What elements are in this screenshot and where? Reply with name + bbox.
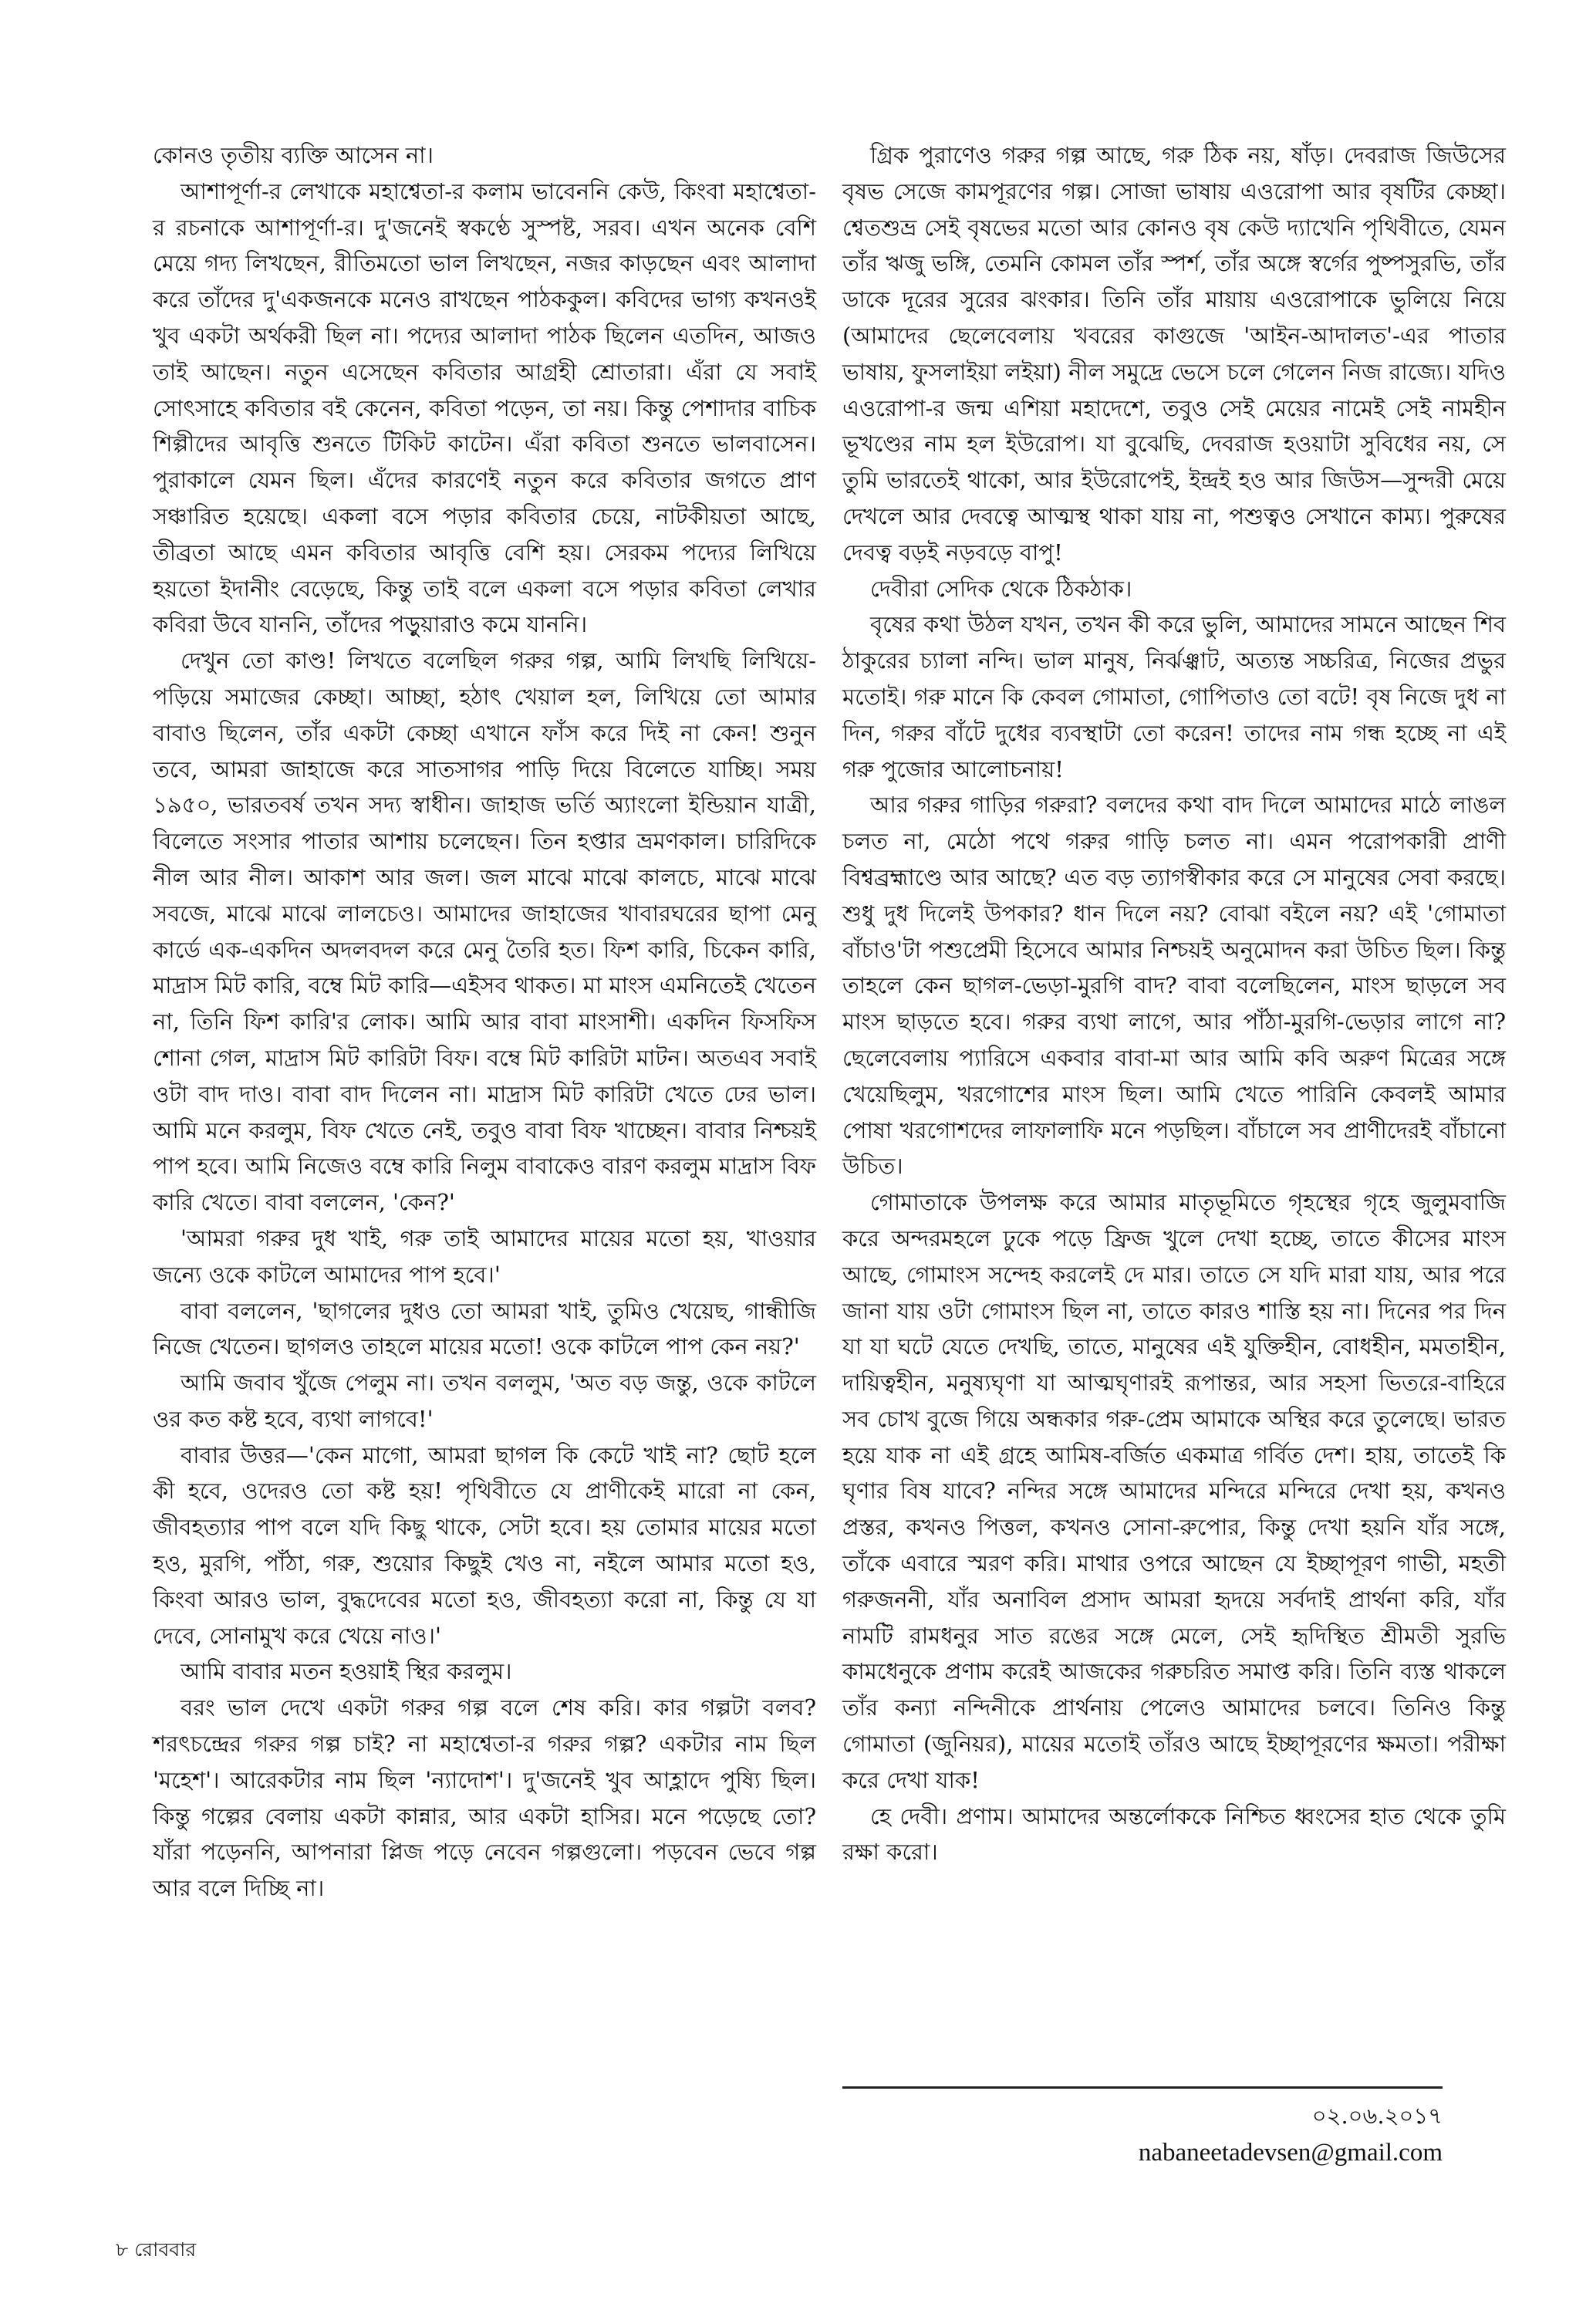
paragraph: হে দেবী। প্রণাম। আমাদের অন্তর্লোককে নিশ্চিত ধ্বংসের হাত থেকে তুমি রক্ষা করো। — [842, 1802, 1506, 1866]
paragraph: গোমাতাকে উপলক্ষ করে আমার মাতৃভূমিতে গৃহস্থের গৃহে জুলুমবাজি করে অন্দরমহলে ঢুকে পড়ে ফ্রিজ খুলে দেখা হচ্ছে, তাতে কীসের মাংস আছে, গোমাংস সন্দেহ করলেই দে মার। তাতে সে যদি মারা যায়, আর পরে জানা যায় ওটা গোমাংস ছিল না, তাতে কারও শাস্তি হয় না। দিনের পর দিন যা যা ঘটে যেতে দেখছি, তাতে, মানুষের এই যুক্তিহীন, বোধহীন, মমতাহীন, দায়িত্বহীন, মনুষ্যঘৃণা যা আত্মঘৃণারই রূপান্তর, আর সহসা ভিতরে-বাহিরে সব চোখ বুজে গিয়ে অন্ধকার গরু-প্রেম আমাকে অস্থির করে তুলেছে। ভারত হয়ে যাক না এই গ্রহে আমিষ-বর্জিত একমাত্র গর্বিত দেশ। হায়, তাতেই কি ঘৃণার বিষ যাবে? নন্দির সঙ্গে আমাদের মন্দিরে মন্দিরে দেখা হয়, কখনও প্রস্তর, কখনও পিত্তল, কখনও সোনা-রুপোর, কিন্তু দেখা হয়নি যাঁর সঙ্গে, তাঁকে এবারে স্মরণ করি। মাথার ওপরে আছেন যে ইচ্ছাপূরণ গাভী, মহতী গরুজননী, যাঁর অনাবিল প্রসাদ আমরা হৃদয়ে সর্বদাই প্রার্থনা করি, যাঁর নামটি রামধনুর সাত রঙের সঙ্গে মেলে, সেই হৃদিস্থিত শ্রীমতী সুরভি কামধেনুকে প্রণাম করেই আজকের গরুচরিত সমাপ্ত করি। তিনি ব্যস্ত থাকলে তাঁর কন্যা নন্দিনীকে প্রার্থনায় পেলেও আমাদের চলবে। তিনিও কিন্তু গোমাতা (জুনিয়র), মায়ের মতোই তাঁরও আছে ইচ্ছাপূরণের ক্ষমতা। পরীক্ষা করে দেখা যাক! — [842, 1189, 1506, 1793]
right-column — [842, 137, 1506, 1870]
paragraph: আশাপূর্ণা-র লেখাকে মহাশ্বেতা-র কলাম ভাবেননি কেউ, কিংবা মহাশ্বেতা-র রচনাকে আশাপূর্ণা-র। দু'জনেই স্বকণ্ঠে সুস্পষ্ট, সরব। এখন অনেক বেশি মেয়ে গদ্য লিখছেন, রীতিমতো ভাল লিখছেন, নজর কাড়ছেন এবং আলাদা করে তাঁদের দু'একজনকে মনেও রাখছেন পাঠককুল। কবিদের ভাগ্য কখনওই খুব একটা অর্থকরী ছিল না। পদ্যের আলাদা পাঠক ছিলেন এতদিন, আজও তাই আছেন। নতুন এসেছেন কবিতার আগ্রহী শ্রোতারা। এঁরা যে সবাই সোৎসাহে কবিতার বই কেনেন, কবিতা পড়েন, তা নয়। কিন্তু পেশাদার বাচিক শিল্পীদের আবৃত্তি শুনতে টিকিট কাটেন। এঁরা কবিতা শুনতে ভালবাসেন। পুরাকালে যেমন ছিল। এঁদের কারণেই নতুন করে কবিতার জগতে প্রাণ সঞ্চারিত হয়েছে। একলা বসে পড়ার কবিতার চেয়ে, নাটকীয়তা আছে, তীব্রতা আছে এমন কবিতার আবৃত্তি বেশি হয়। সেরকম পদ্যের লিখিয়ে হয়তো ইদানীং বেড়েছে, কিন্তু তাই বলে একলা বসে পড়ার কবিতা লেখার কবিরা উবে যাননি, তাঁদের পড়ুয়ারাও কমে যাননি। — [153, 177, 816, 638]
paragraph: বৃষের কথা উঠল যখন, তখন কী করে ভুলি, আমাদের সামনে আছেন শিব ঠাকুরের চ্যালা নন্দি। ভাল মানুষ, নির্ঝঞ্ঝাট, অত্যন্ত সচ্চরিত্র, নিজের প্রভুর মতোই। গরু মানে কি কেবল গোমাতা, গোপিতাও তো বটে! বৃষ নিজে দুধ না দিন, গরুর বাঁটে দুধের ব্যবস্থাটা তো করেন! তাদের নাম গন্ধ হচ্ছে না এই গরু পুজোর আলোচনায়! — [842, 611, 1506, 782]
paragraph: বাবার উত্তর—'কেন মাগো, আমরা ছাগল কি কেটে খাই না? ছোট হলে কী হবে, ওদেরও তো কষ্ট হয়! পৃথিবীতে যে প্রাণীকেই মারো না কেন, জীবহত্যার পাপ বলে যদি কিছু থাকে, সেটা হবে। হয় তোমার মায়ের মতো হও, মুরগি, পাঁঠা, গরু, শুয়োর কিছুই খেও না, নইলে আমার মতো হও, কিংবা আরও ভাল, বুদ্ধদেবের মতো হও, জীবহত্যা করো না, কিন্তু যে যা দেবে, সোনামুখ করে খেয়ে নাও।' — [153, 1441, 816, 1649]
left-column — [153, 137, 816, 1907]
paragraph: বরং ভাল দেখে একটা গরুর গল্প বলে শেষ করি। কার গল্পটা বলব? শরৎচন্দ্রের গরুর গল্প চাই? না মহাশ্বেতা-র গরুর গল্প? একটার নাম ছিল 'মহেশ'। আরেকটার নাম ছিল 'ন্যাদোশ'। দু'জনেই খুব আহ্লাদে পুষ্যি ছিল। কিন্তু গল্পের বেলায় একটা কান্নার, আর একটা হাসির। মনে পড়েছে তো? যাঁরা পড়েননি, আপনারা প্লিজ পড়ে নেবেন গল্পগুলো। পড়বেন ভেবে গল্প আর বলে দিচ্ছি না। — [153, 1694, 816, 1902]
signoff-divider — [842, 2086, 1443, 2089]
paragraph: আর গরুর গাড়ির গরুরা? বলদের কথা বাদ দিলে আমাদের মাঠে লাঙল চলত না, মেঠো পথে গরুর গাড়ি চলত না। এমন পরোপকারী প্রাণী বিশ্বব্রহ্মাণ্ডে আর আছে? এত বড় ত্যাগস্বীকার করে সে মানুষের সেবা করছে। শুধু দুধ দিলেই উপকার? ধান দিলে নয়? বোঝা বইলে নয়? এই 'গোমাতা বাঁচাও'টা পশুপ্রেমী হিসেবে আমার নিশ্চয়ই অনুমোদন করা উচিত ছিল। কিন্তু তাহলে কেন ছাগল-ভেড়া-মুরগি বাদ? বাবা বলেছিলেন, মাংস ছাড়লে সব মাংস ছাড়তে হবে। গরুর ব্যথা লাগে, আর পাঁঠা-মুরগি-ভেড়ার লাগে না? ছেলেবেলায় প্যারিসে একবার বাবা-মা আর আমি কবি অরুণ মিত্রের সঙ্গে খেয়েছিলুম, খরগোশের মাংস ছিল। আমি খেতে পারিনি কেবলই আমার পোষা খরগোশদের লাফালাফি মনে পড়ছিল। বাঁচালে সব প্রাণীদেরই বাঁচানো উচিত। — [842, 792, 1506, 1180]
paragraph: কোনও তৃতীয় ব্যক্তি আসেন না। — [153, 142, 434, 168]
author-email: nabaneetadevsen@gmail.com — [1138, 2139, 1443, 2167]
paragraph: দেবীরা সেদিক থেকে ঠিকঠাক। — [870, 575, 1132, 602]
paragraph: বাবা বললেন, 'ছাগলের দুধও তো আমরা খাই, তুমিও খেয়েছ, গান্ধীজি নিজে খেতেন। ছাগলও তাহলে মায়ের মতো! ওকে কাটলে পাপ কেন নয়?' — [153, 1297, 816, 1360]
article-date: ০২.০৬.২০১৭ — [1311, 2103, 1443, 2129]
paragraph: 'আমরা গরুর দুধ খাই, গরু তাই আমাদের মায়ের মতো হয়, খাওয়ার জন্যে ওকে কাটলে আমাদের পাপ হবে।' — [153, 1224, 816, 1288]
paragraph: আমি জবাব খুঁজে পেলুম না। তখন বললুম, 'অত বড় জন্তু, ওকে কাটলে ওর কত কষ্ট হবে, ব্যথা লাগবে!' — [153, 1370, 816, 1432]
paragraph: গ্রিক পুরাণেও গরুর গল্প আছে, গরু ঠিক নয়, ষাঁড়। দেবরাজ জিউসের বৃষভ সেজে কামপূরণের গল্প। সোজা ভাষায় এওরোপা আর বৃষটির কেচ্ছা। শ্বেতশুভ্র সেই বৃষভের মতো আর কোনও বৃষ কেউ দ্যাখেনি পৃথিবীতে, যেমন তাঁর ঋজু ভঙ্গি, তেমনি কোমল তাঁর স্পর্শ, তাঁর অঙ্গে স্বর্গের পুষ্পসুরভি, তাঁর ডাকে দূরের সুরের ঝংকার। তিনি তাঁর মায়ায় এওরোপাকে ভুলিয়ে নিয়ে (আমাদের ছেলেবেলায় খবরের কাগুজে 'আইন-আদালত'-এর পাতার ভাষায়, ফুসলাইয়া লইয়া) নীল সমুদ্রে ভেসে চলে গেলেন নিজ রাজ্যে। যদিও এওরোপা-র জন্ম এশিয়া মহাদেশে, তবুও সেই মেয়ের নামেই সেই নামহীন ভূখণ্ডের নাম হল ইউরোপ। যা বুঝেছি, দেবরাজ হওয়াটা সুবিধের নয়, সে তুমি ভারতেই থাকো, আর ইউরোপেই, ইন্দ্রই হও আর জিউস—সুন্দরী মেয়ে দেখলে আর দেবত্বে আত্মস্থ থাকা যায় না, পশুত্বও সেখানে কাম্য। পুরুষের দেবত্ব বড়ই নড়বড়ে বাপু! — [842, 142, 1506, 566]
paragraph: আমি বাবার মতন হওয়াই স্থির করলুম। — [181, 1658, 512, 1685]
paragraph: দেখুন তো কাণ্ড! লিখতে বলেছিল গরুর গল্প, আমি লিখছি লিখিয়ে-পড়িয়ে সমাজের কেচ্ছা। আচ্ছা, হঠাৎ খেয়াল হল, লিখিয়ে তো আমার বাবাও ছিলেন, তাঁর একটা কেচ্ছা এখানে ফাঁস করে দিই না কেন! শুনুন তবে, আমরা জাহাজে করে সাতসাগর পাড়ি দিয়ে বিলেতে যাচ্ছি। সময় ১৯৫০, ভারতবর্ষ তখন সদ্য স্বাধীন। জাহাজ ভর্তি অ্যাংলো ইন্ডিয়ান যাত্রী, বিলেতে সংসার পাতার আশায় চলেছেন। তিন হপ্তার ভ্রমণকাল। চারিদিকে নীল আর নীল। আকাশ আর জল। জল মাঝে মাঝে কালচে, মাঝে মাঝে সবজে, মাঝে মাঝে লালচেও। আমাদের জাহাজের খাবারঘরের ছাপা মেনু কার্ডে এক-একদিন অদলবদল করে মেনু তৈরি হত। ফিশ কারি, চিকেন কারি, মাদ্রাস মিট কারি, বম্বে মিট কারি—এইসব থাকত। মা মাংস এমনিতেই খেতেন না, তিনি ফিশ কারি'র লোক। আমি আর বাবা মাংসাশী। একদিন ফিসফিস শোনা গেল, মাদ্রাস মিট কারিটা বিফ। বম্বে মিট কারিটা মাটন। অতএব সবাই ওটা বাদ দাও। বাবা বাদ দিলেন না। মাদ্রাস মিট কারিটা খেতে ঢের ভাল। আমি মনে করলুম, বিফ খেতে নেই, তবুও বাবা বিফ খাচ্ছেন। বাবার নিশ্চয়ই পাপ হবে। আমি নিজেও বম্বে কারি নিলুম বাবাকেও বারণ করলুম মাদ্রাস বিফ কারি খেতে। বাবা বললেন, 'কেন?' — [153, 647, 816, 1216]
page-footer: ৮ রোববার — [116, 2238, 197, 2261]
